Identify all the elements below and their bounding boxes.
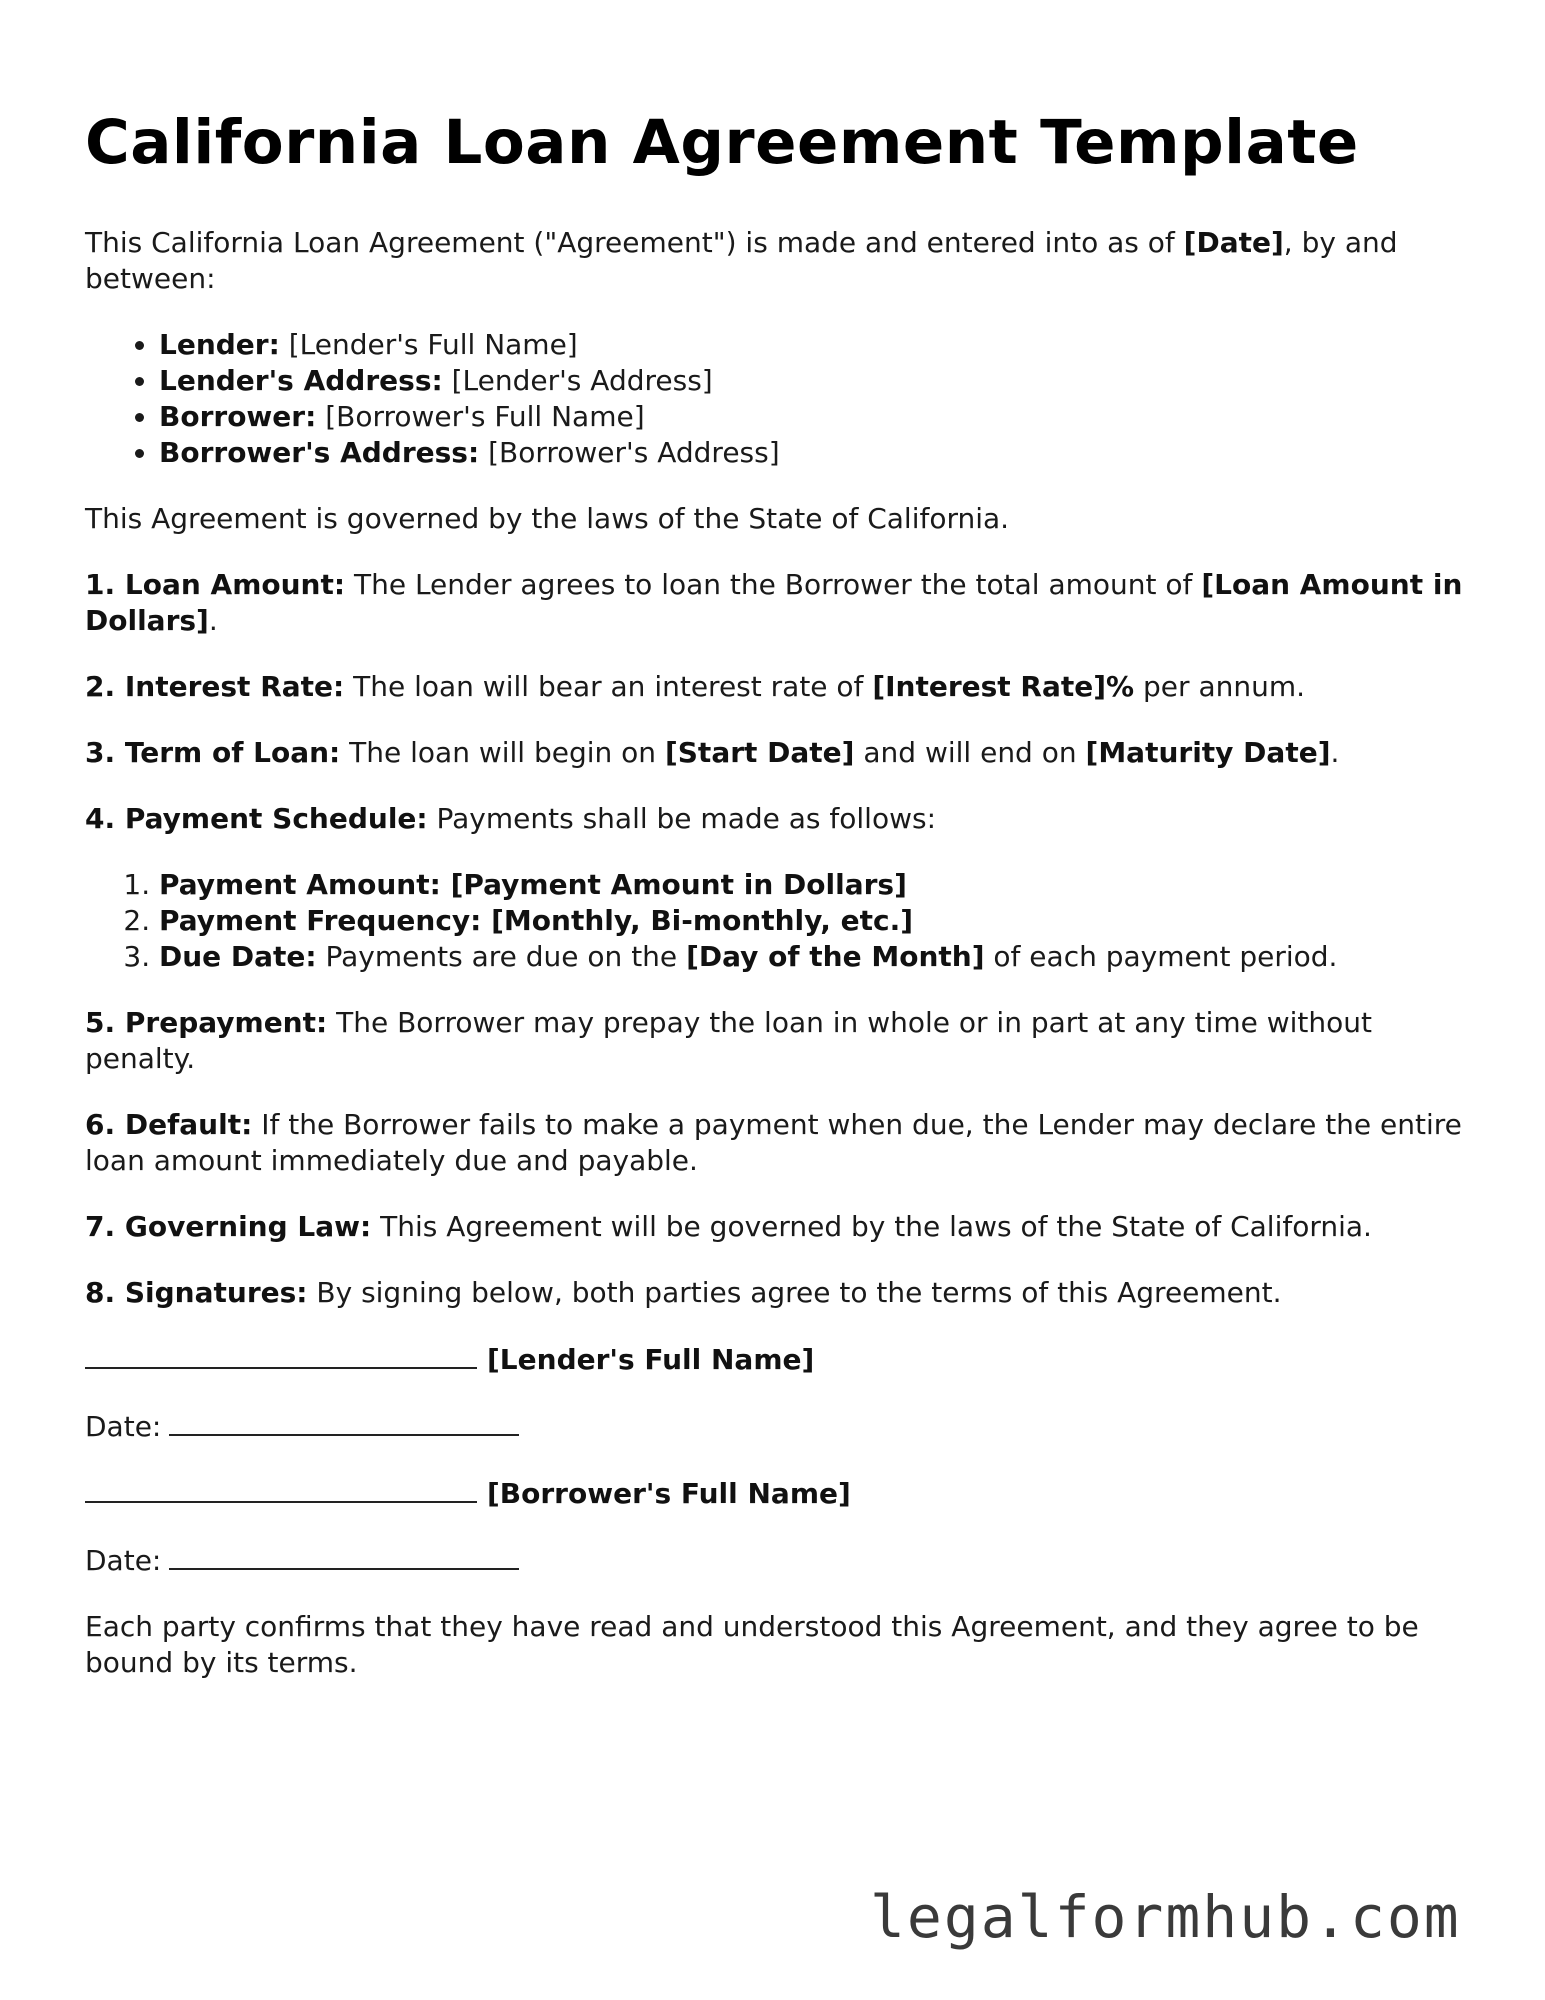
lender-signature-line: [Lender's Full Name] <box>85 1341 1475 1378</box>
site-watermark: legalformhub.com <box>870 1883 1461 1951</box>
signature-blank[interactable] <box>85 1341 477 1369</box>
list-item: 3. Due Date: Payments are due on the [Day of the Month] of each payment period. <box>159 939 1475 975</box>
governed-note: This Agreement is governed by the laws of the State of California. <box>85 502 1010 535</box>
parties-list <box>85 327 1475 471</box>
date-blank[interactable] <box>169 1408 519 1436</box>
section-term: 3. Term of Loan: The loan will begin on [Start Date] and will end on [Maturity Date]. <box>85 736 1340 769</box>
list-item: 2. Payment Frequency: [Monthly, Bi-monthly, etc.] <box>159 903 1475 939</box>
date-blank[interactable] <box>169 1542 519 1570</box>
list-item: • Lender: [Lender's Full Name] <box>159 327 1475 363</box>
lender-date-line: Date: <box>85 1408 1475 1445</box>
section-loan-amount: 1. Loan Amount: The Lender agrees to loan the Borrower the total amount of [Loan Amount in Dollars]. <box>85 568 1463 637</box>
section-interest-rate: 2. Interest Rate: The loan will bear an interest rate of [Interest Rate]% per annum. <box>85 670 1306 703</box>
section-prepayment: 5. Prepayment: The Borrower may prepay the loan in whole or in part at any time without penalty. <box>85 1006 1373 1075</box>
section-default: 6. Default: If the Borrower fails to make a payment when due, the Lender may declare the entire loan amount immediately due and payable. <box>85 1108 1462 1177</box>
section-governing-law: 7. Governing Law: This Agreement will be governed by the laws of the State of California. <box>85 1210 1372 1243</box>
intro-paragraph: This California Loan Agreement ("Agreement") is made and entered into as of [Date], by and between: <box>85 226 1398 295</box>
list-item: 1. Payment Amount: [Payment Amount in Dollars] <box>159 867 1475 903</box>
list-item: • Lender's Address: [Lender's Address] <box>159 363 1475 399</box>
page-title: California Loan Agreement Template <box>85 107 1359 178</box>
date-placeholder: [Date] <box>1183 226 1284 259</box>
closing-paragraph: Each party confirms that they have read and understood this Agreement, and they agree to be bound by its terms. <box>85 1610 1419 1679</box>
schedule-list <box>85 867 1475 975</box>
signature-blank[interactable] <box>85 1475 477 1503</box>
document-page <box>85 105 1475 1711</box>
section-payment-schedule: 4. Payment Schedule: Payments shall be made as follows: <box>85 802 937 835</box>
list-item: • Borrower: [Borrower's Full Name] <box>159 399 1475 435</box>
section-signatures: 8. Signatures: By signing below, both parties agree to the terms of this Agreement. <box>85 1276 1282 1309</box>
borrower-signature-line: [Borrower's Full Name] <box>85 1475 1475 1512</box>
list-item: • Borrower's Address: [Borrower's Address] <box>159 435 1475 471</box>
borrower-date-line: Date: <box>85 1542 1475 1579</box>
